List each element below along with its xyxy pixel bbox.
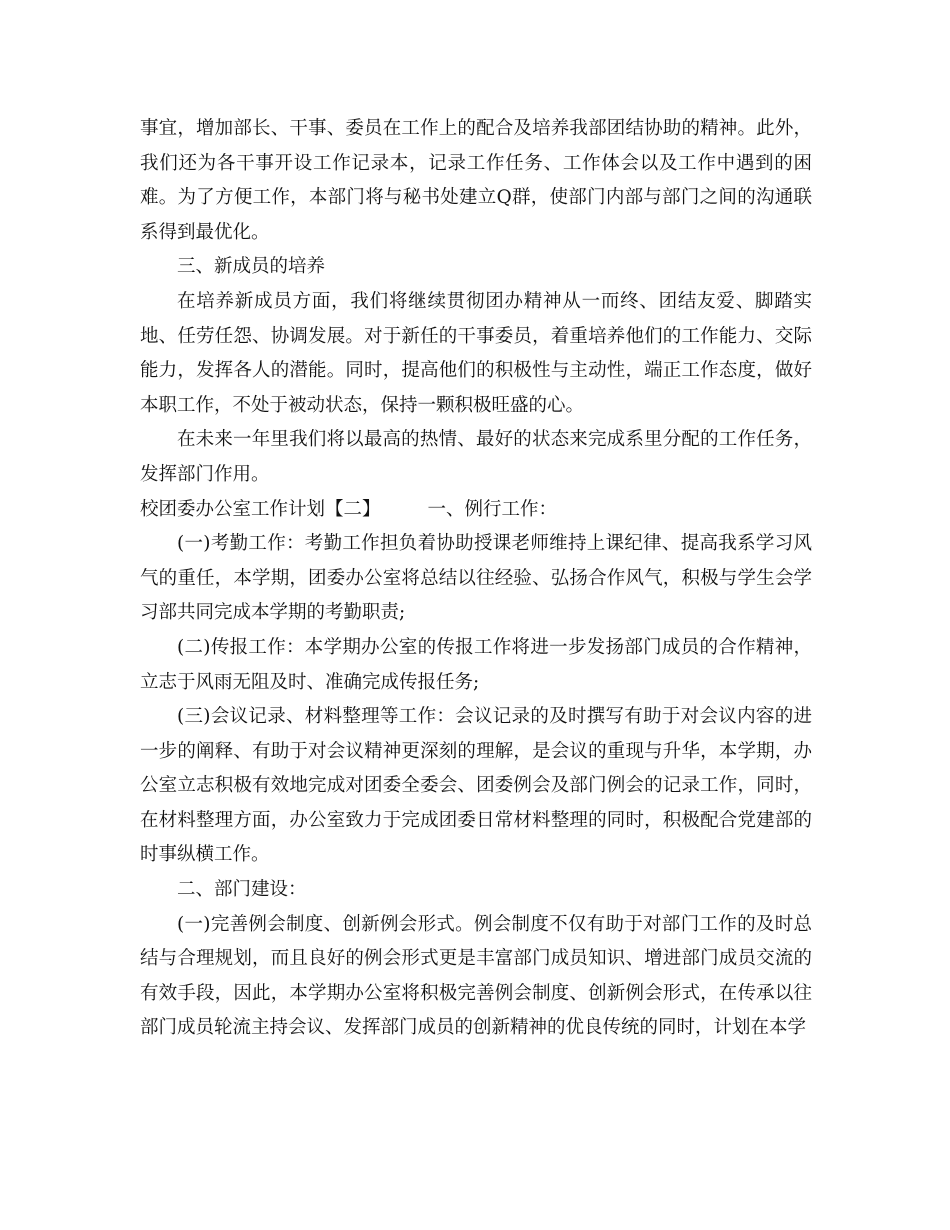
paragraph-reporting: (二)传报工作：本学期办公室的传报工作将进一步发扬部门成员的合作精神，立志于风雨无阻及时、准确完成传报任务; (140, 636, 812, 693)
plan-title-line: 校团委办公室工作计划【二】 一、例行工作： (140, 498, 558, 520)
paragraph-future-year: 在未来一年里我们将以最高的热情、最好的状态来完成系里分配的工作任务，发挥部门作用。 (140, 429, 812, 485)
paragraph-attendance: (一)考勤工作：考勤工作担负着协助授课老师维持上课纪律、提高我系学习风气的重任，本学期，团委办公室将总结以往经验、弘扬合作风气，积极与学生会学习部共同完成本学期的考勤职责; (140, 533, 812, 624)
section-heading-department-building: 二、部门建设： (177, 879, 307, 901)
paragraph-new-members: 在培养新成员方面，我们将继续贯彻团办精神从一而终、团结友爱、脚踏实地、任劳任怨、协调发展。对于新任的干事委员，着重培养他们的工作能力、交际能力，发挥各人的潜能。同时，提高他们的积极性与主动性，端正工作态度，做好本职工作，不处于被动状态，保持一颗积极旺盛的心。 (140, 290, 812, 416)
paragraph-continuation: 事宜，增加部长、干事、委员在工作上的配合及培养我部团结协助的精神。此外，我们还为各干事开设工作记录本，记录工作任务、工作体会以及工作中遇到的困难。为了方便工作，本部门将与秘书处建立Q群，使部门内部与部门之间的沟通联系得到最优化。 (140, 118, 812, 243)
paragraph-meeting-system: (一)完善例会制度、创新例会形式。例会制度不仅有助于对部门工作的及时总结与合理规划，而且良好的例会形式更是丰富部门成员知识、增进部门成员交流的有效手段，因此，本学期办公室将积极完善例会制度、创新例会形式，在传承以往部门成员轮流主持会议、发挥部门成员的创新精神的优良传统的同时，计划在本学 (140, 913, 812, 1039)
paragraph-meeting-records: (三)会议记录、材料整理等工作：会议记录的及时撰写有助于对会议内容的进一步的阐释、有助于对会议精神更深刻的理解，是会议的重现与升华，本学期，办公室立志积极有效地完成对团委全委会、团委例会及部门例会的记录工作，同时，在材料整理方面，办公室致力于完成团委日常材料整理的同时，积极配合党建部的时事纵横工作。 (140, 706, 812, 866)
section-heading-new-members: 三、新成员的培养 (177, 256, 326, 278)
document-body (140, 112, 812, 1046)
